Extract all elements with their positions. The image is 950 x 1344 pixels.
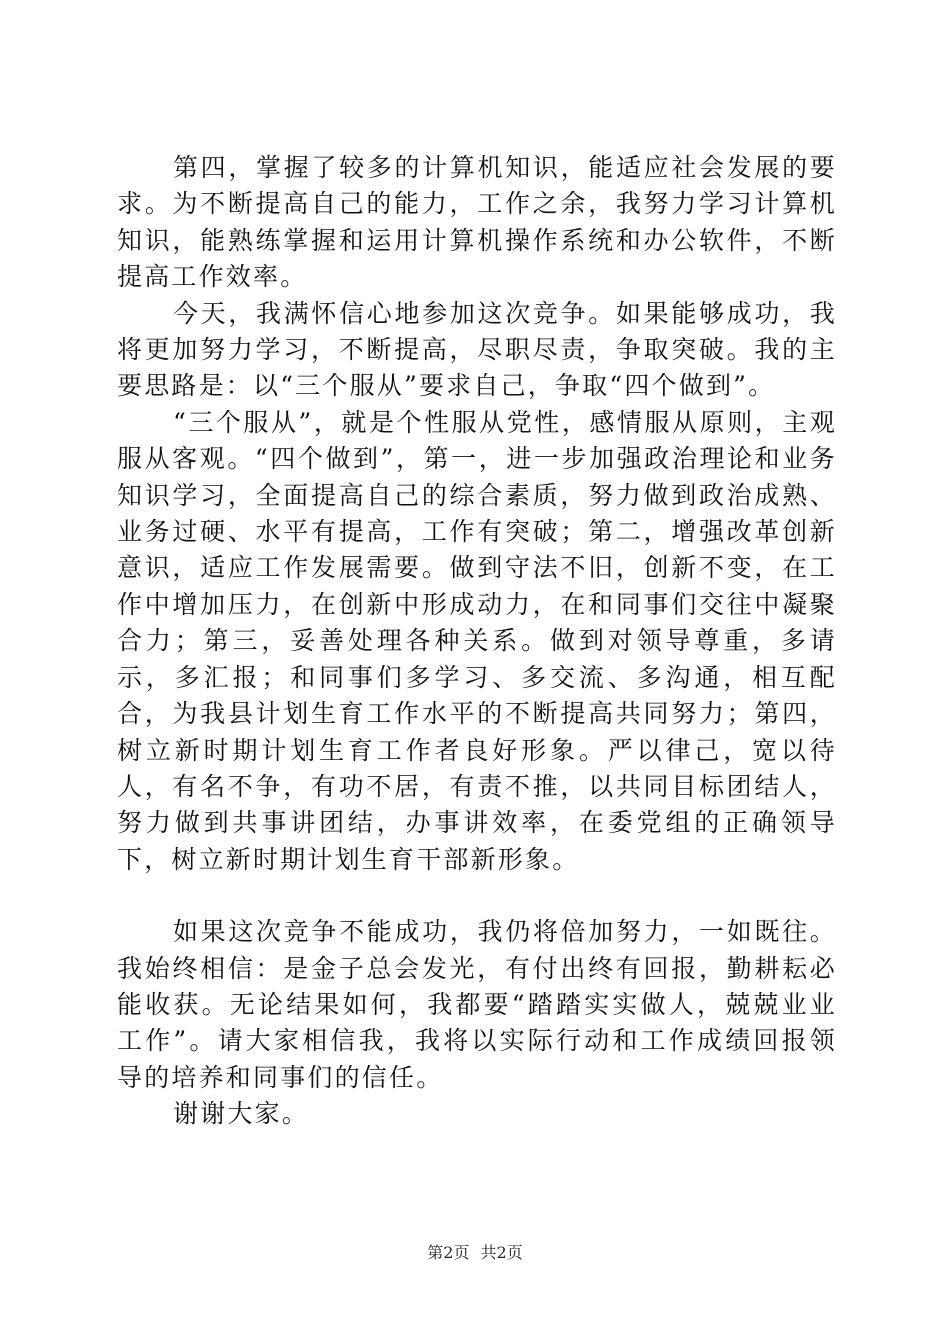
paragraph-confidence: 今天，我满怀信心地参加这次竞争。如果能够成功，我将更加努力学习，不断提高，尽职尽责，争取突破。我的主要思路是：以“三个服从”要求自己，争取“四个做到”。: [117, 298, 837, 401]
page-footer: [0, 1243, 950, 1263]
page-number-total: 共2页: [480, 1243, 523, 1262]
paragraph-skills: 第四，掌握了较多的计算机知识，能适应社会发展的要求。为不断提高自己的能力，工作之余，我努力学习计算机知识，能熟练掌握和运用计算机操作系统和办公软件，不断提高工作效率。: [117, 153, 837, 292]
paragraph-commitment: 如果这次竞争不能成功，我仍将倍加努力，一如既往。我始终相信：是金子总会发光，有付出终有回报，勤耕耘必能收获。无论结果如何，我都要“踏踏实实做人，兢兢业业工作”。请大家相信我，我将以实际行动和工作成绩回报领导的培养和同事们的信任。: [117, 917, 837, 1092]
page-number-current: 第2页: [427, 1243, 470, 1262]
paragraph-principles: “三个服从”，就是个性服从党性，感情服从原则，主观服从客观。“四个做到”，第一，进一步加强政治理论和业务知识学习，全面提高自己的综合素质，努力做到政治成熟、业务过硬、水平有提高，工作有突破；第二，增强改革创新意识，适应工作发展需要。做到守法不旧，创新不变，在工作中增加压力，在创新中形成动力，在和同事们交往中凝聚合力；第三，妥善处理各种关系。做到对领导尊重，多请示，多汇报；和同事们多学习、多交流、多沟通，相互配合，为我县计划生育工作水平的不断提高共同努力；第四，树立新时期计划生育工作者良好形象。严以律己，宽以待人，有名不争，有功不居，有责不推，以共同目标团结人，努力做到共事讲团结，办事讲效率，在委党组的正确领导下，树立新时期计划生育干部新形象。: [117, 407, 837, 874]
document-body: [117, 150, 837, 1133]
paragraph-thanks: 谢谢大家。: [173, 1099, 310, 1129]
